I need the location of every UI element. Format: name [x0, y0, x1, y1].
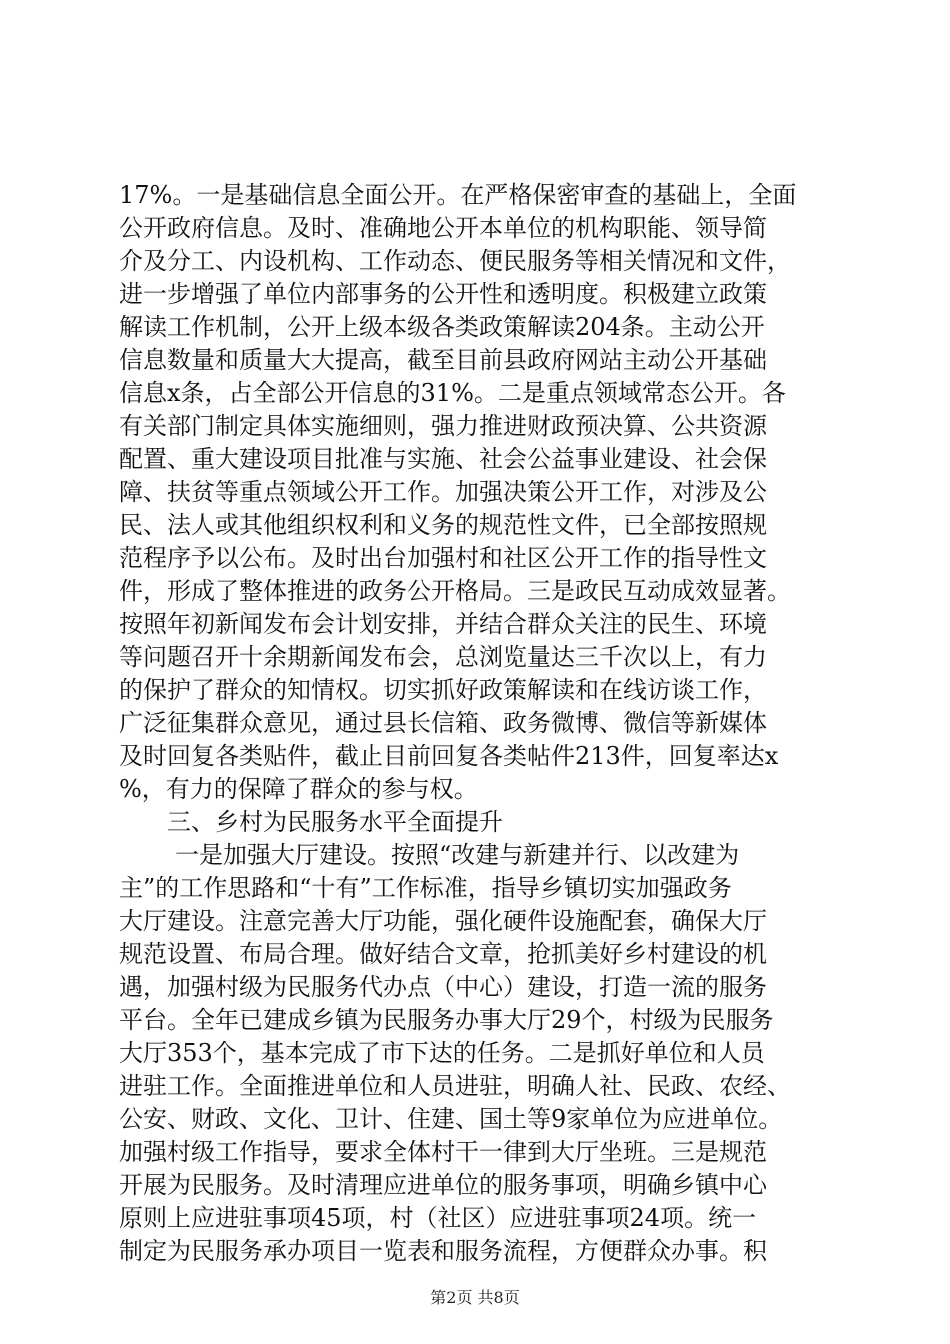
body-line: 介及分工、内设机构、工作动态、便民服务等相关情况和文件， — [119, 247, 791, 275]
body-line: 制定为民服务承办项目一览表和服务流程，方便群众办事。积 — [119, 1237, 767, 1265]
body-line: 主”的工作思路和“十有”工作标准，指导乡镇切实加强政务 — [119, 874, 732, 902]
body-line: 范程序予以公布。及时出台加强村和社区公开工作的指导性文 — [119, 544, 767, 572]
body-line: 解读工作机制，公开上级本级各类政策解读204条。主动公开 — [119, 313, 765, 341]
body-line: 大厅353个，基本完成了市下达的任务。二是抓好单位和人员 — [119, 1039, 765, 1067]
body-line: 障、扶贫等重点领域公开工作。加强决策公开工作，对涉及公 — [119, 478, 767, 506]
body-line: 原则上应进驻事项45项，村（社区）应进驻事项24项。统一 — [119, 1204, 757, 1232]
body-line: 信息数量和质量大大提高，截至目前县政府网站主动公开基础 — [119, 346, 767, 374]
body-line: 17%。一是基础信息全面公开。在严格保密审查的基础上，全面 — [119, 181, 797, 209]
body-line: %，有力的保障了群众的参与权。 — [119, 775, 478, 803]
body-line: 按照年初新闻发布会计划安排，并结合群众关注的民生、环境 — [119, 610, 767, 638]
body-line: 民、法人或其他组织权利和义务的规范性文件，已全部按照规 — [119, 511, 767, 539]
body-line: 进驻工作。全面推进单位和人员进驻，明确人社、民政、农经、 — [119, 1072, 791, 1100]
body-line: 等问题召开十余期新闻发布会，总浏览量达三千次以上，有力 — [119, 643, 767, 671]
body-line: 开展为民服务。及时清理应进单位的服务事项，明确乡镇中心 — [119, 1171, 767, 1199]
body-line: 件，形成了整体推进的政务公开格局。三是政民互动成效显著。 — [119, 577, 791, 605]
body-line: 及时回复各类贴件，截止目前回复各类帖件213件，回复率达x — [119, 742, 779, 770]
body-line: 加强村级工作指导，要求全体村干一律到大厅坐班。三是规范 — [119, 1138, 767, 1166]
body-line: 大厅建设。注意完善大厅功能，强化硬件设施配套，确保大厅 — [119, 907, 767, 935]
body-line: 公安、财政、文化、卫计、住建、国土等9家单位为应进单位。 — [119, 1105, 783, 1133]
body-line: 一是加强大厅建设。按照“改建与新建并行、以改建为 — [175, 841, 740, 869]
body-line: 规范设置、布局合理。做好结合文章，抢抓美好乡村建设的机 — [119, 940, 767, 968]
body-line: 遇，加强村级为民服务代办点（中心）建设，打造一流的服务 — [119, 973, 767, 1001]
body-line: 进一步增强了单位内部事务的公开性和透明度。积极建立政策 — [119, 280, 767, 308]
body-line: 的保护了群众的知情权。切实抓好政策解读和在线访谈工作， — [119, 676, 767, 704]
page-footer: 第2页 共8页 — [430, 1288, 520, 1307]
body-line: 公开政府信息。及时、准确地公开本单位的机构职能、领导简 — [119, 214, 767, 242]
body-line: 平台。全年已建成乡镇为民服务办事大厅29个，村级为民服务 — [119, 1006, 774, 1034]
body-line: 广泛征集群众意见，通过县长信箱、政务微博、微信等新媒体 — [119, 709, 767, 737]
body-line: 有关部门制定具体实施细则，强力推进财政预决算、公共资源 — [119, 412, 767, 440]
section-heading: 三、乡村为民服务水平全面提升 — [167, 808, 503, 836]
body-line: 信息x条，占全部公开信息的31%。二是重点领域常态公开。各 — [119, 379, 786, 407]
body-line: 配置、重大建设项目批准与实施、社会公益事业建设、社会保 — [119, 445, 767, 473]
